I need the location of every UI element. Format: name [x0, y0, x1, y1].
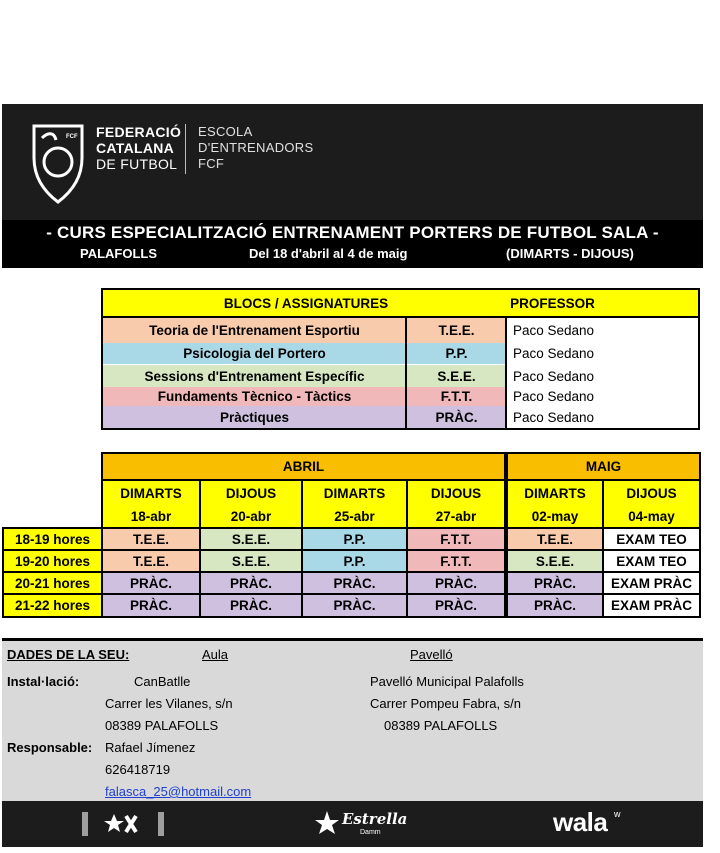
aula-name: CanBatlle	[134, 674, 191, 689]
schedule-cell: EXAM TEO	[604, 529, 699, 550]
date-header: 04-may	[604, 505, 699, 527]
wala-trademark: w	[614, 809, 621, 819]
day-header: DIMARTS	[303, 481, 406, 505]
date-header: 02-may	[508, 505, 602, 527]
pavello-street: Carrer Pompeu Fabra, s/n	[370, 696, 522, 711]
schedule-cell: T.E.E.	[103, 551, 199, 572]
schedule-cell: PRÀC.	[408, 573, 504, 594]
caixa-bar	[158, 812, 164, 836]
schedule-cell: S.E.E.	[508, 551, 602, 572]
subject-professor: Paco Sedano	[507, 343, 697, 364]
schedule-cell: PRÀC.	[103, 573, 199, 594]
subject-professor: Paco Sedano	[507, 318, 697, 343]
schedule-cell: PRÀC.	[303, 595, 406, 616]
schedule-cell: F.T.T.	[408, 529, 504, 550]
aula-city: 08389 PALAFOLLS	[105, 718, 219, 733]
venue-col-aula: Aula	[202, 647, 229, 662]
shield-text: FCF	[66, 134, 78, 140]
schedule-cell: S.E.E.	[201, 529, 301, 550]
date-header: 27-abr	[408, 505, 504, 527]
schedule-cell: T.E.E.	[103, 529, 199, 550]
schedule-cell: EXAM TEO	[604, 551, 699, 572]
subject-name: Fundaments Tècnico - Tàctics	[103, 387, 406, 406]
schedule-cell: P.P.	[303, 529, 406, 550]
aula-street: Carrer les Vilanes, s/n	[105, 696, 233, 711]
hour-label: 18-19 hores	[4, 529, 101, 550]
responsable-name: Rafael Jímenez	[105, 740, 196, 755]
responsable-email-link[interactable]: falasca_25@hotmail.com	[105, 784, 252, 799]
hour-label: 20-21 hores	[4, 573, 101, 594]
estrella-logo: Estrella	[342, 810, 408, 828]
course-title-bar	[2, 220, 703, 268]
sponsor-footer	[2, 801, 703, 847]
venue-heading: DADES DE LA SEU:	[7, 647, 130, 662]
day-header: DIJOUS	[201, 481, 301, 505]
course-place: PALAFOLLS	[80, 246, 158, 261]
caixa-star-icon	[100, 812, 146, 836]
subject-name: Psicologia del Portero	[103, 343, 406, 364]
subjects-frame	[101, 288, 700, 430]
subject-professor: Paco Sedano	[507, 365, 697, 387]
hour-label: 19-20 hores	[4, 551, 101, 572]
date-header: 18-abr	[103, 505, 199, 527]
schedule-frame	[101, 452, 701, 618]
subject-code: T.E.E.	[407, 318, 506, 343]
month-abril: ABRIL	[103, 454, 504, 479]
day-header: DIMARTS	[103, 481, 199, 505]
estrella-star-icon	[314, 810, 340, 836]
day-header: DIJOUS	[408, 481, 504, 505]
header-divider	[185, 124, 186, 174]
subject-name: Sessions d'Entrenament Específic	[103, 365, 406, 387]
federation-name: FEDERACIÓ CATALANA DE FUTBOL	[96, 124, 182, 172]
subject-professor: Paco Sedano	[507, 387, 697, 406]
schedule-cell: S.E.E.	[201, 551, 301, 572]
schedule-cell: PRÀC.	[103, 595, 199, 616]
subjects-divider	[505, 316, 507, 429]
schedule-cell: PRÀC.	[201, 595, 301, 616]
date-header: 20-abr	[201, 505, 301, 527]
subject-name: Teoria de l'Entrenament Esportiu	[103, 318, 406, 343]
responsable-label: Responsable:	[7, 740, 93, 755]
subjects-header-rule	[101, 316, 700, 318]
subject-code: P.P.	[407, 343, 506, 364]
course-dates: Del 18 d'abril al 4 de maig	[249, 246, 408, 261]
date-header: 25-abr	[303, 505, 406, 527]
schedule-cell: T.E.E.	[508, 529, 602, 550]
hours-frame	[2, 527, 103, 618]
day-header: DIMARTS	[508, 481, 602, 505]
schedule-cell: PRÀC.	[201, 573, 301, 594]
schedule-cell: PRÀC.	[508, 573, 602, 594]
course-days: (DIMARTS - DIJOUS)	[506, 246, 634, 261]
subject-code: S.E.E.	[407, 365, 506, 387]
subject-professor: Paco Sedano	[507, 406, 697, 428]
install-label: Instal·lació:	[7, 674, 80, 689]
school-name: ESCOLA D'ENTRENADORS FCF	[198, 124, 314, 171]
wala-logo: wala	[553, 807, 608, 837]
header-banner	[2, 104, 703, 220]
schedule-cell: PRÀC.	[408, 595, 504, 616]
schedule-cell: P.P.	[303, 551, 406, 572]
pavello-city: 08389 PALAFOLLS	[384, 718, 498, 733]
schedule-cell: PRÀC.	[508, 595, 602, 616]
hour-label: 21-22 hores	[4, 595, 101, 616]
estrella-sub: Damm	[360, 829, 381, 836]
subjects-divider	[405, 316, 407, 429]
subject-name: Pràctiques	[103, 406, 406, 428]
schedule-cell: PRÀC.	[303, 573, 406, 594]
responsable-phone: 626418719	[105, 762, 171, 777]
month-maig: MAIG	[508, 454, 699, 479]
venue-col-pavello: Pavelló	[410, 647, 453, 662]
course-title: - CURS ESPECIALITZACIÓ ENTRENAMENT PORTERS DE FUTBOL SALA -	[46, 223, 659, 242]
schedule-cell: EXAM PRÀC	[604, 595, 699, 616]
pavello-name: Pavelló Municipal Palafolls	[370, 674, 524, 689]
venue-info	[2, 641, 703, 801]
schedule-cell: F.T.T.	[408, 551, 504, 572]
caixa-bar	[82, 812, 88, 836]
professor-header: PROFESSOR	[407, 290, 698, 316]
day-header: DIJOUS	[604, 481, 699, 505]
month-divider	[504, 452, 508, 618]
subject-code: PRÀC.	[407, 406, 506, 428]
blocks-header: BLOCS / ASSIGNATURES	[103, 290, 509, 316]
schedule-cell: EXAM PRÀC	[604, 573, 699, 594]
subject-code: F.T.T.	[407, 387, 506, 406]
